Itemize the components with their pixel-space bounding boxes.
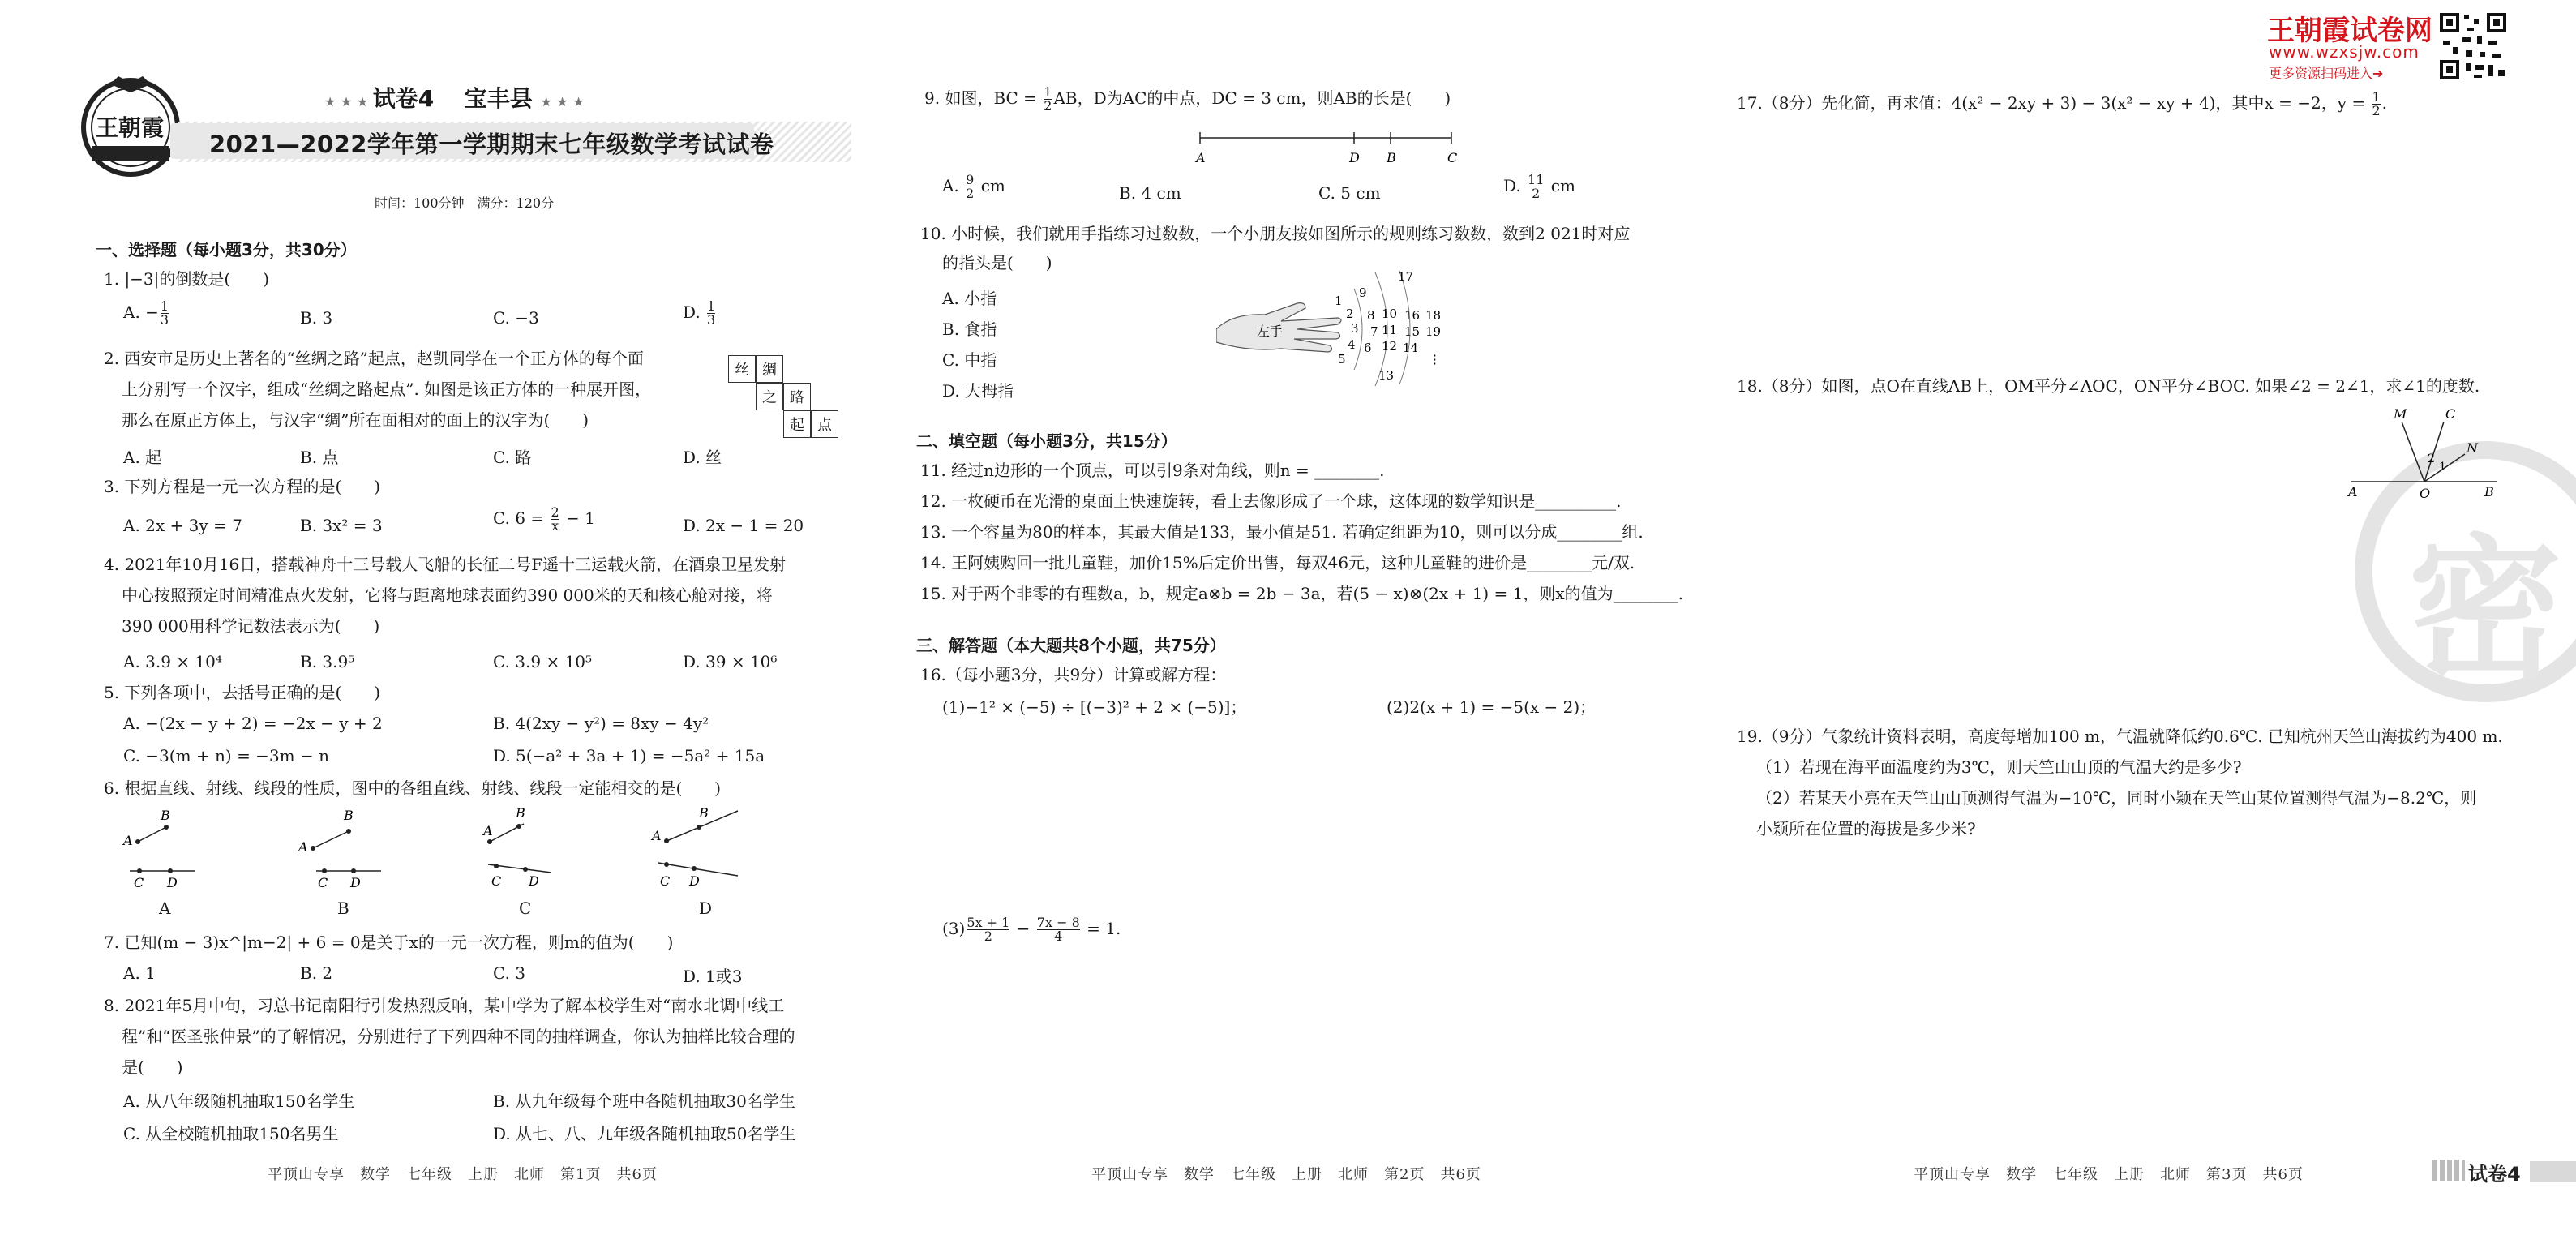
q9-pt-b: B — [1387, 150, 1396, 165]
q5-stem: 5. 下列各项中，去括号正确的是( ) — [104, 683, 381, 702]
q3-option-a[interactable]: A. 2x + 3y = 7 — [123, 516, 242, 535]
q6-figure-icon — [122, 808, 754, 921]
q6-fig-d — [650, 808, 738, 889]
q9-figure — [1192, 128, 1484, 169]
q4-option-d[interactable]: D. 39 × 10⁶ — [683, 652, 778, 671]
q3-option-b[interactable]: B. 3x² = 3 — [300, 516, 383, 535]
svg-text:8: 8 — [1367, 308, 1375, 323]
q6-label-b[interactable]: B — [337, 898, 349, 918]
net-cell: 丝 — [728, 355, 756, 383]
q1-stem: 1. |−3|的倒数是( ) — [104, 269, 270, 289]
q10-line1: 10. 小时候，我们就用手指练习过数数，一个小朋友按如图所示的规则练习数数，数到2 021时对应 — [920, 224, 1631, 243]
q16-part2: (2)2(x + 1) = −5(x − 2)； — [1387, 697, 1597, 717]
page-2 — [884, 0, 1727, 1235]
q5-option-b[interactable]: B. 4(2xy − y²) = 8xy − 4y² — [493, 714, 709, 733]
q4-option-c[interactable]: C. 3.9 × 10⁵ — [493, 652, 593, 671]
svg-text:B: B — [516, 808, 525, 821]
svg-text:3: 3 — [1351, 321, 1359, 336]
q8-option-b[interactable]: B. 从九年级每个班中各随机抽取30名学生 — [493, 1091, 795, 1111]
svg-text:14: 14 — [1403, 341, 1419, 355]
q6-fig-b — [297, 808, 381, 890]
q1-option-b[interactable]: B. 3 — [300, 308, 333, 328]
q5-option-a[interactable]: A. −(2x − y + 2) = −2x − y + 2 — [123, 714, 383, 733]
q16-stem: 16.（每小题3分，共9分）计算或解方程： — [920, 665, 1227, 684]
svg-text:D: D — [529, 873, 539, 889]
q9-option-a[interactable]: A. $\frac{9}{2}$ cm — [942, 172, 1005, 201]
q6-label-d[interactable]: D — [699, 898, 713, 918]
net-cell: 绸 — [756, 355, 783, 383]
q1-option-c[interactable]: C. −3 — [493, 308, 539, 328]
q10-option-d[interactable]: D. 大拇指 — [942, 381, 1014, 401]
svg-text:⋮: ⋮ — [1429, 352, 1441, 367]
svg-text:19: 19 — [1425, 324, 1442, 339]
page-1 — [0, 0, 859, 1235]
svg-text:A: A — [2348, 484, 2358, 500]
q15: 15. 对于两个非零的有理数a，b，规定a⊗b = 2b − 3a，若(5 − x)⊗(2x + 1) = 1，则x的值为________. — [920, 584, 1683, 603]
section-two-heading: 二、填空题（每小题3分，共15分） — [916, 431, 1177, 451]
q4-line2: 中心按照预定时间精准点火发射，它将与距离地球表面约390 000米的天和核心舱对接，将 — [122, 585, 773, 605]
q1-option-d[interactable]: D. $\frac{1}{3}$ — [683, 298, 716, 328]
svg-text:C: C — [134, 875, 144, 890]
svg-text:13: 13 — [1378, 368, 1395, 383]
q19-line3: （2）若某天小亮在天竺山山顶测得气温为−10℃，同时小颖在天竺山某位置测得气温为−8.2℃，则 — [1756, 788, 2477, 808]
q8-line3: 是( ) — [122, 1057, 183, 1077]
net-cell: 之 — [756, 383, 783, 410]
logo-badge — [78, 75, 183, 180]
q2-line3: 那么在原正方体上，与汉字“绸”所在面相对的面上的汉字为( ) — [122, 410, 589, 430]
q18-figure — [2343, 404, 2505, 501]
q7-option-d[interactable]: D. 1或3 — [683, 967, 743, 986]
svg-text:A: A — [123, 833, 133, 848]
page-footer: 平顶山专享 数学 七年级 上册 北师 第1页 共6页 — [268, 1166, 658, 1183]
q16-part1: (1)−1² × (−5) ÷ [(−3)² + 2 × (−5)]； — [942, 697, 1247, 717]
svg-text:左手: 左手 — [1257, 324, 1284, 339]
svg-text:C: C — [660, 873, 671, 889]
svg-text:C: C — [318, 875, 328, 890]
star-icon: ★ ★ ★ — [540, 94, 585, 109]
q18: 18.（8分）如图，点O在直线AB上，OM平分∠AOC，ON平分∠BOC. 如果∠2 = 2∠1，求∠1的度数. — [1737, 376, 2480, 396]
svg-text:C: C — [2445, 406, 2456, 422]
q6-fig-c — [482, 808, 551, 889]
svg-text:15: 15 — [1404, 324, 1421, 339]
svg-text:A: A — [483, 823, 493, 838]
q9-segment-icon — [1192, 128, 1484, 169]
svg-text:A: A — [652, 828, 662, 843]
q4-line1: 4. 2021年10月16日，搭载神舟十三号载人飞船的长征二号F遥十三运载火箭，在酒泉卫星发射 — [104, 555, 787, 574]
q10-option-c[interactable]: C. 中指 — [942, 350, 997, 370]
svg-text:16: 16 — [1404, 308, 1421, 323]
q2-option-c[interactable]: C. 路 — [493, 448, 532, 467]
q6-stem: 6. 根据直线、射线、线段的性质，图中的各组直线、射线、线段一定能相交的是( ) — [104, 778, 722, 798]
q10-option-b[interactable]: B. 食指 — [942, 319, 997, 339]
hand-icon — [1216, 264, 1492, 392]
svg-text:2: 2 — [1346, 307, 1354, 321]
svg-text:9: 9 — [1359, 285, 1367, 300]
q5-option-c[interactable]: C. −3(m + n) = −3m − n — [123, 746, 329, 765]
q3-option-d[interactable]: D. 2x − 1 = 20 — [683, 516, 804, 535]
svg-text:C: C — [491, 873, 502, 889]
watermark-char: 密 — [2408, 521, 2563, 700]
q9-stem: 9. 如图，BC = $\frac{1}{2}$ AB，D为AC的中点，DC = 3 cm，则AB的长是( ) — [924, 84, 1451, 114]
q19-line2: （1）若现在海平面温度约为3℃，则天竺山山顶的气温大约是多少? — [1756, 757, 2242, 777]
net-cell: 点 — [811, 410, 838, 438]
svg-text:2: 2 — [2428, 452, 2435, 465]
svg-text:B: B — [344, 808, 354, 823]
svg-text:D: D — [350, 875, 361, 890]
section-one-heading: 一、选择题（每小题3分，共30分） — [96, 240, 357, 259]
net-cell: 路 — [783, 383, 811, 410]
q1-option-a[interactable]: A. − $\frac{1}{3}$ — [123, 298, 169, 328]
svg-text:17: 17 — [1398, 269, 1414, 284]
q2-option-d[interactable]: D. 丝 — [683, 448, 722, 467]
q8-line2: 程”和“医圣张仲景”的了解情况，分别进行了下列四种不同的抽样调查，你认为抽样比较合理的 — [122, 1027, 795, 1046]
brand-url[interactable]: www.wzxsjw.com — [2269, 42, 2420, 62]
svg-text:1: 1 — [1335, 294, 1343, 308]
svg-text:12: 12 — [1382, 339, 1398, 354]
q3-stem: 3. 下列方程是一元一次方程的是( ) — [104, 477, 381, 496]
q5-option-d[interactable]: D. 5(−a² + 3a + 1) = −5a² + 15a — [493, 746, 765, 765]
svg-text:M: M — [2394, 406, 2407, 422]
q4-option-b[interactable]: B. 3.9⁵ — [300, 652, 355, 671]
q18-angle-icon — [2343, 404, 2505, 501]
exam-title: 2021—2022学年第一学期期末七年级数学考试试卷 — [209, 131, 774, 158]
q7-option-c[interactable]: C. 3 — [493, 963, 526, 983]
q8-line1: 8. 2021年5月中旬，习总书记南阳行引发热烈反响，某中学为了解本校学生对“南水北调中线工 — [104, 996, 785, 1015]
page-footer: 平顶山专享 数学 七年级 上册 北师 第3页 共6页 — [1914, 1166, 2304, 1183]
qr-code-icon[interactable] — [2438, 11, 2508, 81]
q3-option-c[interactable]: C. 6 = $\frac{2}{x}$ − 1 — [493, 504, 595, 534]
q9-pt-a: A — [1196, 150, 1206, 165]
q8-option-a[interactable]: A. 从八年级随机抽取150名学生 — [123, 1091, 355, 1111]
q7-stem: 7. 已知(m − 3)x^|m−2| + 6 = 0是关于x的一元一次方程，则m的值为( ) — [104, 933, 674, 952]
q11: 11. 经过n边形的一个顶点，可以引9条对角线，则n = ________. — [920, 461, 1385, 480]
q2-cube-net — [728, 355, 850, 440]
svg-text:18: 18 — [1425, 308, 1442, 323]
svg-text:D: D — [167, 875, 178, 890]
q8-option-d[interactable]: D. 从七、八、九年级各随机抽取50名学生 — [493, 1124, 796, 1143]
svg-text:5: 5 — [1338, 352, 1346, 367]
q9-option-d[interactable]: D. $\frac{11}{2}$ cm — [1503, 172, 1575, 201]
paper-number: 试卷4 — [372, 85, 435, 112]
q6-fig-a — [122, 808, 195, 890]
q4-line3: 390 000用科学记数法表示为( ) — [122, 616, 380, 636]
section-three-heading: 三、解答题（本大题共8个小题，共75分） — [916, 636, 1226, 655]
q4-option-a[interactable]: A. 3.9 × 10⁴ — [123, 652, 222, 671]
q2-line2: 上分别写一个汉字，组成“丝绸之路起点”. 如图是该正方体的一种展开图， — [122, 380, 652, 399]
net-cell: 起 — [783, 410, 811, 438]
star-icon: ★ ★ ★ — [324, 94, 373, 109]
svg-text:B: B — [699, 808, 709, 821]
corner-tag: 试卷4 — [2468, 1163, 2521, 1186]
svg-text:4: 4 — [1348, 337, 1356, 352]
q9-option-c[interactable]: C. 5 cm — [1318, 183, 1381, 203]
paper-title-row — [324, 81, 585, 114]
q6-figures — [122, 808, 754, 921]
q2-option-a[interactable]: A. 起 — [123, 448, 162, 467]
logo-text: 王朝霞 — [96, 114, 165, 141]
q10-hand-figure — [1216, 264, 1492, 392]
q9-pt-d: D — [1349, 150, 1360, 165]
q2-line1: 2. 西安市是历史上著名的“丝绸之路”起点，赵凯同学在一个正方体的每个面 — [104, 349, 644, 368]
q6-label-a[interactable]: A — [159, 898, 171, 918]
q17: 17.（8分）先化简，再求值：4(x² − 2xy + 3) − 3(x² − xy + 4)，其中x = −2，y = $\frac{1}{2}$ . — [1737, 89, 2388, 118]
q16-part3: (3) $\frac{5x + 1}{2}$ − $\frac{7x - 8}{4}$ = 1. — [942, 915, 1121, 944]
q13: 13. 一个容量为80的样本，其最大值是133，最小值是51. 若确定组距为10，则可以分成________组. — [920, 522, 1644, 542]
q2-option-b[interactable]: B. 点 — [300, 448, 339, 467]
q12: 12. 一枚硬币在光滑的桌面上快速旋转，看上去像形成了一个球，这体现的数学知识是__________. — [920, 491, 1622, 511]
q7-option-a[interactable]: A. 1 — [123, 963, 156, 983]
svg-text:O: O — [2420, 486, 2431, 501]
corner-tag-decoration — [2432, 1160, 2465, 1181]
q7-option-b[interactable]: B. 2 — [300, 963, 333, 983]
page-3 — [1727, 0, 2576, 1235]
svg-text:7: 7 — [1370, 324, 1378, 339]
svg-text:6: 6 — [1364, 341, 1372, 355]
svg-text:B: B — [161, 808, 170, 823]
svg-text:D: D — [689, 873, 700, 889]
svg-text:B: B — [2484, 484, 2494, 500]
q6-label-c[interactable]: C — [519, 898, 532, 918]
brand-site-name[interactable]: 王朝霞试卷网 — [2267, 15, 2432, 47]
svg-text:N: N — [2467, 440, 2478, 456]
corner-tag-bar — [2530, 1161, 2576, 1182]
brand-scan-text: 更多资源扫码进入➔ — [2269, 66, 2384, 81]
time-info: 时间：100分钟 满分：120分 — [375, 195, 555, 211]
svg-text:10: 10 — [1382, 307, 1398, 321]
q9-option-b[interactable]: B. 4 cm — [1119, 183, 1181, 203]
q19-line1: 19.（9分）气象统计资料表明，高度每增加100 m，气温就降低约0.6℃. 已知杭州天竺山海拔约为400 m. — [1737, 727, 2503, 746]
q10-option-a[interactable]: A. 小指 — [942, 289, 997, 308]
q10-line2: 的指头是( ) — [942, 253, 1052, 272]
svg-text:11: 11 — [1382, 323, 1398, 337]
svg-text:1: 1 — [2439, 461, 2446, 474]
q14: 14. 王阿姨购回一批儿童鞋，加价15%后定价出售，每双46元，这种儿童鞋的进价是________元/双. — [920, 553, 1635, 572]
q9-pt-c: C — [1447, 150, 1458, 165]
q19-line4: 小颖所在位置的海拔是多少米? — [1756, 819, 1976, 838]
county-name: 宝丰县 — [464, 85, 533, 112]
svg-text:A: A — [298, 839, 308, 855]
q8-option-c[interactable]: C. 从全校随机抽取150名男生 — [123, 1124, 339, 1143]
page-footer: 平顶山专享 数学 七年级 上册 北师 第2页 共6页 — [1091, 1166, 1481, 1183]
